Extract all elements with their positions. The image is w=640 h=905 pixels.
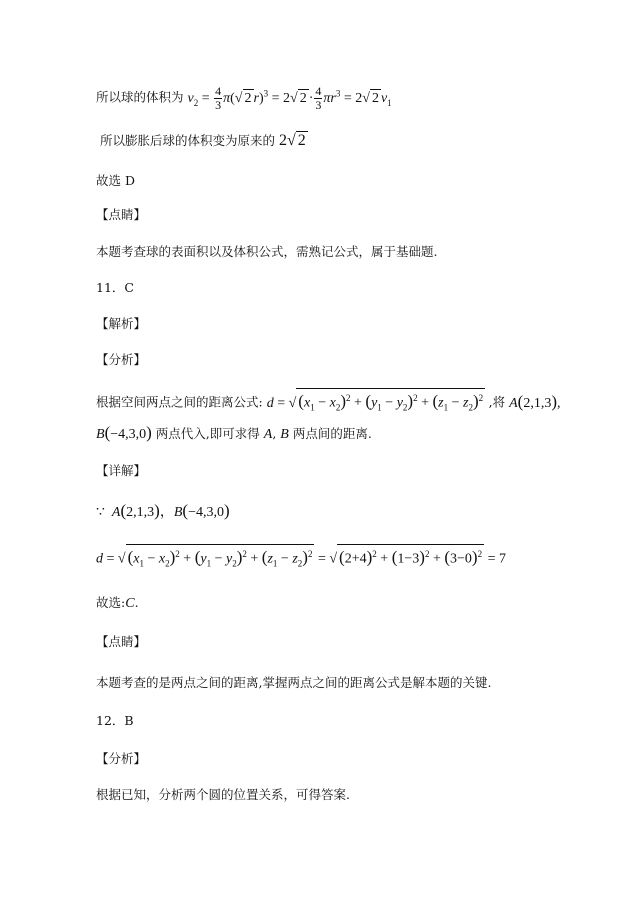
question-11: 11．C bbox=[96, 280, 134, 295]
given-points-line: ∵ A(2,1,3)，B(−4,3,0) bbox=[96, 501, 230, 520]
points-text: 两点代入,即可求得 bbox=[155, 426, 260, 441]
heading-fenxi-1: 【分析】 bbox=[96, 352, 147, 367]
expansion-text: 所以膨胀后球的体积变为原来的 bbox=[100, 133, 276, 148]
heading-fenxi-2: 【分析】 bbox=[96, 751, 147, 766]
expansion-factor: 2√ 2 bbox=[279, 132, 306, 149]
points-text-2: 两点间的距离. bbox=[292, 426, 372, 441]
answer-c-label: 故选: bbox=[96, 595, 126, 610]
point-a: A(2,1,3), bbox=[509, 391, 561, 411]
distance-formula-line bbox=[96, 388, 561, 416]
distance-computation: d = √ $(x_1 - x_2)^2 + (y_1 - y_2)^2 + (z_1 - z_2)^2$ = √ $(2+4)^2 + (1-3)^2 + (3-0)^2 = 7$ bbox=[96, 544, 506, 572]
distance-intro-text: 根据空间两点之间的距离公式: bbox=[96, 394, 263, 410]
distance-formula: d = √ $(x_1 - x_2)^2 + (y_1 - y_2)^2 + (z_1 - z_2)^2$ bbox=[267, 396, 489, 411]
distance-tail-text: ,将 bbox=[488, 394, 506, 410]
expansion-line bbox=[100, 131, 308, 150]
label-a: A bbox=[263, 427, 273, 442]
heading-jiexi: 【解析】 bbox=[96, 316, 147, 331]
volume-formula: $v_2$ = $\frac{4}{3}$ π(√ 2 r)$^3$ = 2√ 2 · $\frac{4}{3}$ $\pi r^3 = 2√$ 2 $v_1$ bbox=[187, 83, 392, 112]
answer-c: 故选:C. bbox=[96, 595, 139, 611]
heading-dianjing-2: 【点睛】 bbox=[96, 634, 147, 649]
point-b: B(−4,3,0) bbox=[96, 423, 152, 442]
answer-d: 故选 D bbox=[96, 173, 135, 188]
volume-formula-line bbox=[96, 84, 392, 112]
dianjing-text-1: 本题考查球的表面积以及体积公式，需熟记公式，属于基础题. bbox=[96, 244, 438, 259]
points-line: B(−4,3,0) 两点代入,即可求得 A, B 两点间的距离. bbox=[96, 423, 372, 442]
question-12: 12．B bbox=[96, 713, 134, 728]
heading-dianjing-1: 【点睛】 bbox=[96, 207, 147, 222]
heading-xiangjie: 【详解】 bbox=[96, 463, 147, 478]
volume-intro-text: 所以球的体积为 bbox=[96, 89, 184, 105]
dianjing-text-2: 本题考查的是两点之间的距离,掌握两点之间的距离公式是解本题的关键. bbox=[96, 675, 492, 690]
label-b: B bbox=[280, 427, 289, 442]
answer-c-letter: C bbox=[125, 596, 135, 611]
fenxi-text-2: 根据已知，分析两个圆的位置关系，可得答案. bbox=[96, 787, 350, 802]
distance-result: 7 bbox=[499, 551, 506, 567]
